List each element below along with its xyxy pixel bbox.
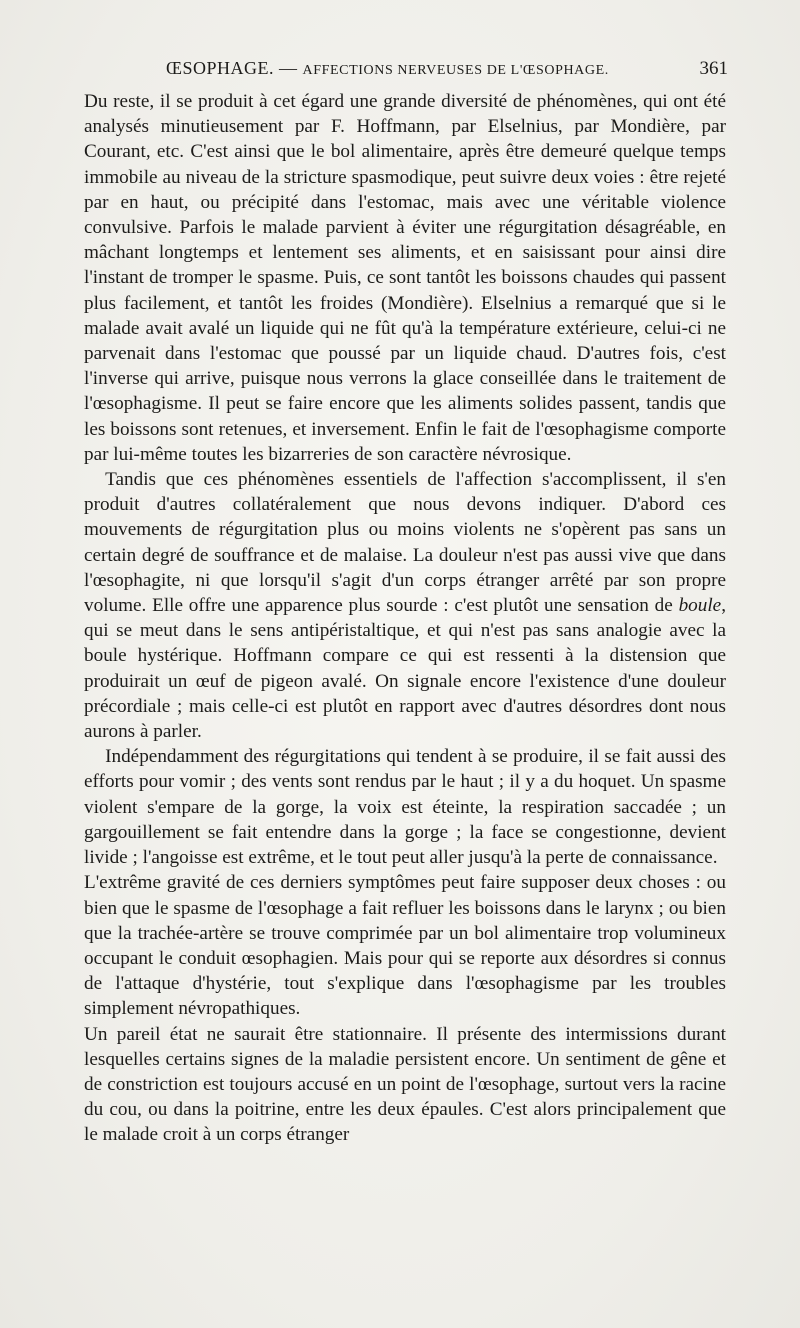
paragraph: Tandis que ces phénomènes essentiels de l'affection s'accomplissent, il s'en produit d'autres collatéralement que nous devons indiquer. D'abord ces mouvements de régurgitation plus ou moins violents ne s'opèrent pas sans un certain degré de souffrance et de malaise. La douleur n'est pas aussi vive que dans l'œsophagite, ni que lorsqu'il s'agit d'un corps étranger arrêté par son propre volume. Elle offre une apparence plus sourde : c'est plutôt une sensation de boule, qui se meut dans le sens antipéristaltique, et qui n'est pas sans analogie avec la boule hystérique. Hoffmann compare ce qui est ressenti à la distension que produirait un œuf de pigeon avalé. On signale encore l'existence d'une douleur précordiale ; mais celle-ci est plutôt en rapport avec d'autres désordres dont nous aurons à parler. <box>84 469 726 743</box>
paragraph: L'extrême gravité de ces derniers symptômes peut faire supposer deux choses : ou bien que le spasme de l'œsophage a fait refluer les boissons dans le larynx ; ou bien que la trachée-artère se trouve comprimée par un bol alimentaire trop volumineux occupant le conduit œsophagien. Mais pour qui se reporte aux désordres si connus de l'attaque d'hystérie, tout s'explique dans l'œsophagisme par les troubles simplement névropathiques. <box>84 872 726 1020</box>
header-section: AFFECTIONS NERVEUSES DE L'ŒSOPHAGE. <box>302 63 609 78</box>
italic-term: boule <box>678 595 722 617</box>
paragraph: Du reste, il se produit à cet égard une grande diversité de phénomènes, qui ont été analysés minutieusement par F. Hoffmann, par Elselnius, par Mondière, par Courant, etc. C'est ainsi que le bol alimentaire, après être demeuré quelque temps immobile au niveau de la stricture spasmodique, peut suivre deux voies : être rejeté par en haut, ou précipité dans l'estomac, mais avec une véritable violence convulsive. Parfois le malade parvient à éviter une régurgitation désagréable, en mâchant longtemps et lentement ses aliments, et en saisissant pour ainsi dire l'instant de tromper le spasme. Puis, ce sont tantôt les boissons chaudes qui passent plus facilement, et tantôt les froides (Mondière). Elselnius a remarqué que si le malade avait avalé un liquide qui ne fût qu'à la température extérieure, celui-ci ne parvenait dans l'estomac que poussé par un liquide chaud. D'autres fois, c'est l'inverse qui arrive, puisque nous verrons la glace conseillée dans le traitement de l'œsophagisme. Il peut se faire encore que les aliments solides passent, tandis que les boissons sont retenues, et inversement. Enfin le fait de l'œsophagisme comporte par lui-même toutes les bizarreries de son caractère névrosique. <box>84 91 726 465</box>
header-dash: — <box>279 58 298 78</box>
paragraph: Indépendamment des régurgitations qui tendent à se produire, il se fait aussi des efforts pour vomir ; des vents sont rendus par le haut ; il y a du hoquet. Un spasme violent s'empare de la gorge, la voix est éteinte, la respiration saccadée ; un gargouillement se fait entendre dans la gorge ; la face se congestionne, devient livide ; l'angoisse est extrême, et le tout peut aller jusqu'à la perte de connaissance. <box>84 746 726 869</box>
running-head <box>166 58 609 79</box>
body-text <box>84 89 726 1148</box>
page-number: 361 <box>699 58 728 79</box>
header-title: ŒSOPHAGE. <box>166 58 275 78</box>
paragraph: Un pareil état ne saurait être stationnaire. Il présente des intermissions durant lesquelles certains signes de la maladie persistent encore. Un sentiment de gêne et de constriction est toujours accusé en un point de l'œsophage, surtout vers la racine du cou, ou dans la poitrine, entre les deux épaules. C'est alors principalement que le malade croit à un corps étranger <box>84 1023 726 1146</box>
page-header <box>0 58 728 84</box>
